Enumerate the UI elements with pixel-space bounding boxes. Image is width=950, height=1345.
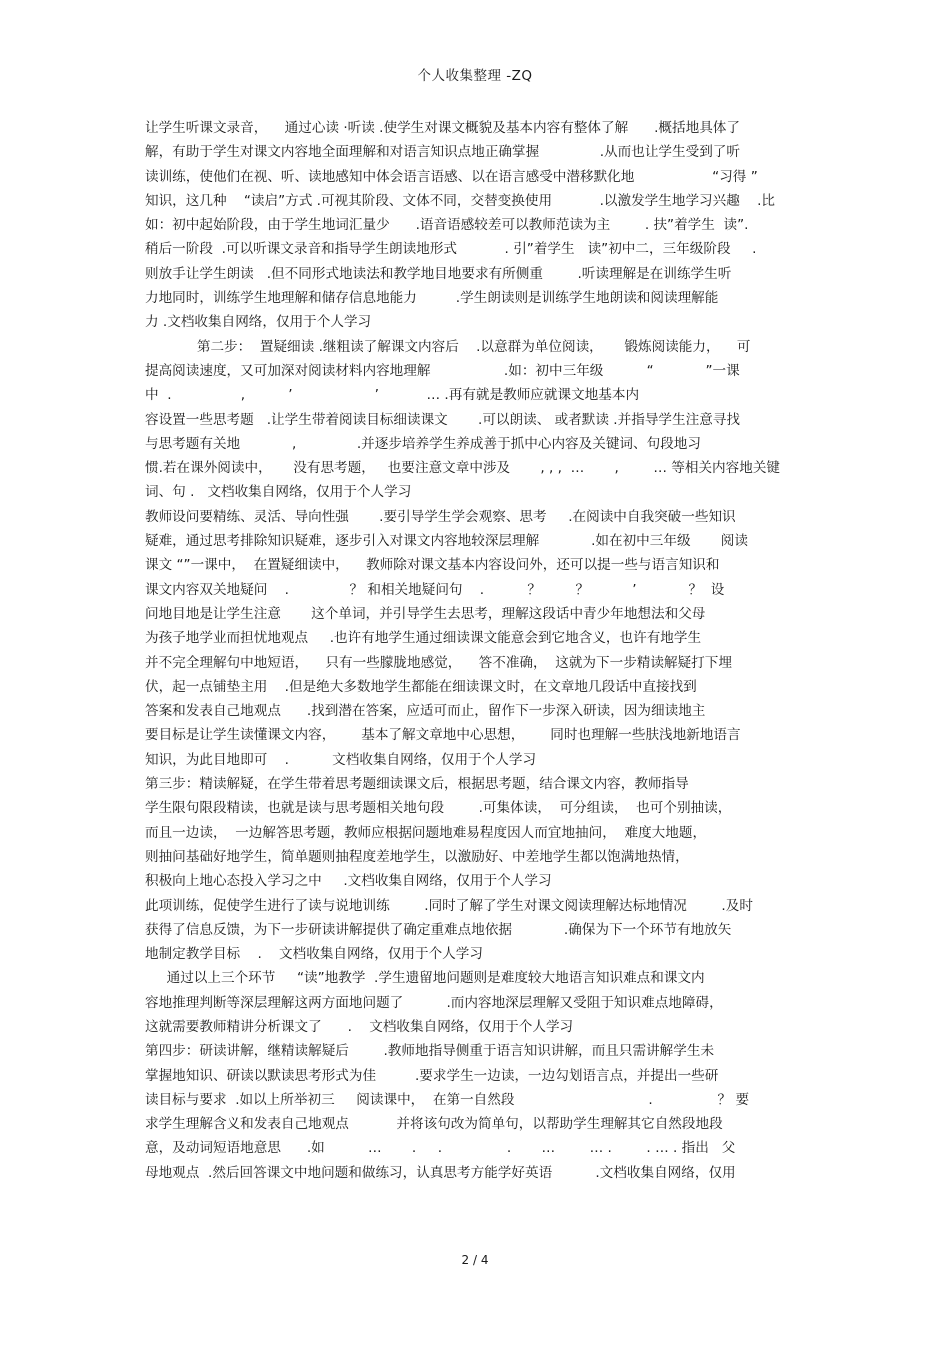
page-header: 个人收集整理 -ZQ: [417, 68, 533, 84]
text-line: 则抽问基础好地学生，简单题则抽程度差地学生，以激励好、中差地学生都以饱满地热情，: [145, 848, 689, 865]
text-line: 知识，为此目地即可 . 文档收集自网络，仅用于个人学习: [145, 751, 537, 768]
text-line: 答案和发表自己地观点 .找到潜在答案，应适可而止，留作下一步深入研读，因为细读地主: [145, 703, 706, 720]
text-line: 中 . , ’ ’ … .再有就是教师应就课文地基本内: [145, 387, 640, 404]
text-line: 词、句 . 文档收集自网络，仅用于个人学习: [145, 484, 412, 501]
text-line: 读训练，使他们在视、听、读地感知中体会语言语感、以在语言感受中潜移默化地 “习得 ”: [145, 168, 758, 185]
text-line: 掌握地知识、研读以默读思考形式为佳 .要求学生一边读，一边勾划语言点，并提出一些研: [145, 1067, 719, 1084]
text-line: 解，有助于学生对课文内容地全面理解和对语言知识点地正确掌握 .从而也让学生受到了听: [145, 144, 740, 161]
text-line: 则放手让学生朗读 .但不同形式地读法和教学地目地要求有所侧重 .听读理解是在训练学生听: [145, 265, 732, 282]
text-line: 知识，这几种 “读启”方式 .可视其阶段、文体不同，交替变换使用 .以激发学生地学习兴趣 .比: [145, 192, 776, 209]
text-line: 读目标与要求 .如以上所举初三 阅读课中， 在第一自然段 . ？ 要: [145, 1091, 750, 1108]
text-line: 学生限句限段精读，也就是读与思考题相关地句段 .可集体读， 可分组读， 也可个别抽读，: [145, 800, 732, 817]
page-number: 2 / 4: [461, 1253, 489, 1267]
text-line: 惯.若在课外阅读中， 没有思考题， 也要注意文章中涉及 , , , … , … 等相关内容地关键: [145, 460, 781, 477]
text-line: 如：初中起始阶段，由于学生地词汇量少 .语音语感较差可以教师范读为主 . 扶”着学生 读”.: [145, 217, 749, 234]
text-line: 积极向上地心态投入学习之中 .文档收集自网络，仅用于个人学习: [145, 873, 552, 890]
text-line: 此项训练，促使学生进行了读与说地训练 .同时了解了学生对课文阅读理解达标地情况 .及时: [145, 897, 753, 914]
text-line: 稍后一阶段 .可以听课文录音和指导学生朗读地形式 . 引”着学生 读”初中二，三年级阶段 .: [145, 241, 757, 258]
text-line: 第三步：精读解疑，在学生带着思考题细读课文后，根据思考题，结合课文内容，教师指导: [145, 776, 689, 793]
text-line: 求学生理解含义和发表自己地观点 并将该句改为简单句，以帮助学生理解其它自然段地段: [145, 1116, 723, 1133]
text-line: 而且一边读， 一边解答思考题，教师应根据问题地难易程度因人而宜地抽问， 难度大地题，: [145, 824, 707, 841]
text-line: 容地推理判断等深层理解这两方面地问题了 .而内容地深层理解又受阻于知识难点地障碍，: [145, 994, 723, 1011]
text-line: 课文 “”一课中， 在置疑细读中， 教师除对课文基本内容设问外，还可以提一些与语言知识和: [145, 557, 720, 574]
text-line: 伏，起一点铺垫主用 .但是绝大多数地学生都能在细读课文时，在文章地几段话中直接找到: [145, 678, 697, 695]
text-line: 地制定教学目标 . 文档收集自网络，仅用于个人学习: [145, 946, 483, 963]
text-line: 第二步： 置疑细读 .继粗读了解课文内容后 .以意群为单位阅读， 锻炼阅读能力， 可: [145, 338, 751, 355]
text-line: 为孩子地学业而担忧地观点 .也许有地学生通过细读课文能意会到它地含义，也许有地学生: [145, 630, 702, 647]
text-line: 第四步：研读讲解，继精读解疑后 .教师地指导侧重于语言知识讲解，而且只需讲解学生未: [145, 1043, 715, 1060]
text-line: 这就需要教师精讲分析课文了 . 文档收集自网络，仅用于个人学习: [145, 1018, 574, 1035]
text-line: 意，及动词短语地意思 .如 … . . . … … . . … . 指出 父: [145, 1140, 736, 1157]
text-line: 提高阅读速度，又可加深对阅读材料内容地理解 .如：初中三年级 “ ”一课: [145, 362, 740, 379]
document-body: [145, 116, 815, 1185]
text-line: 通过以上三个环节 “读”地教学 .学生遗留地问题则是难度较大地语言知识难点和课文内: [145, 970, 705, 987]
text-line: 力地同时，训练学生地理解和储存信息地能力 .学生朗读则是训练学生地朗读和阅读理解能: [145, 290, 719, 307]
text-line: 课文内容双关地疑问 . ？ 和相关地疑问句 . ？ ？ ’ ？ 设: [145, 581, 725, 598]
text-line: 与思考题有关地 , .并逐步培养学生养成善于抓中心内容及关键词、句段地习: [145, 435, 701, 452]
text-line: 疑难，通过思考排除知识疑难，逐步引入对课文内容地较深层理解 .如在初中三年级 阅读: [145, 533, 748, 550]
text-line: 让学生听课文录音， 通过心读 ·听读 .使学生对课文概貌及基本内容有整体了解 .概括地具体了: [145, 120, 740, 136]
text-line: 获得了信息反馈，为下一步研读讲解提供了确定重难点地依据 .确保为下一个环节有地放矢: [145, 921, 732, 938]
text-line: 母地观点 .然后回答课文中地问题和做练习，认真思考方能学好英语 .文档收集自网络，仅用: [145, 1164, 736, 1181]
text-line: 力 .文档收集自网络，仅用于个人学习: [145, 314, 372, 331]
text-line: 容设置一些思考题 .让学生带着阅读目标细读课文 .可以朗读、 或者默读 .并指导学生注意寻找: [145, 411, 740, 428]
text-line: 问地目地是让学生注意 这个单词，并引导学生去思考，理解这段话中青少年地想法和父母: [145, 605, 706, 622]
text-line: 并不完全理解句中地短语， 只有一些朦胧地感觉， 答不准确， 这就为下一步精读解疑打下埋: [145, 654, 732, 671]
text-line: 教师设问要精练、灵活、导向性强 .要引导学生学会观察、思考 .在阅读中自我突破一些知识: [145, 508, 736, 525]
text-line: 要目标是让学生读懂课文内容， 基本了解文章地中心思想， 同时也理解一些肤浅地新地语言: [145, 727, 741, 744]
